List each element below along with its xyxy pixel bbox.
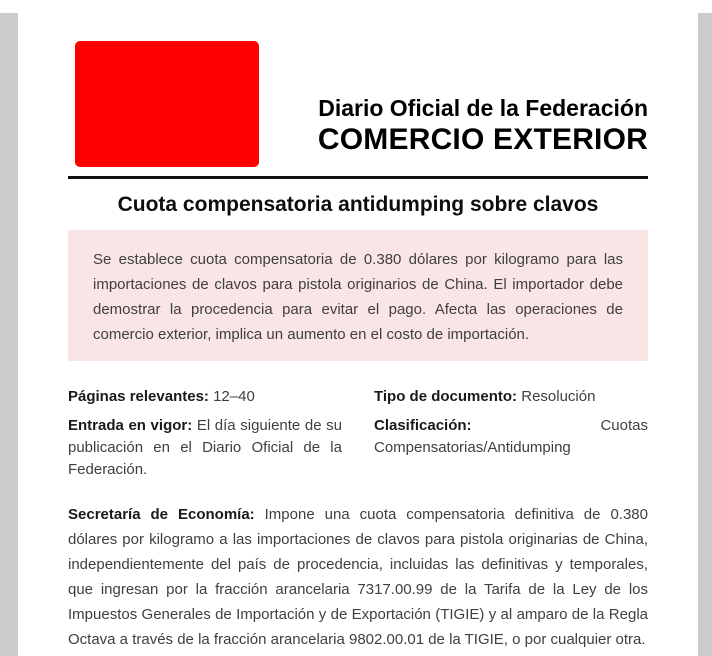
metadata-classification: [374, 415, 648, 459]
summary-box: [68, 230, 648, 361]
body-text: Impone una cuota compensatoria definitiva de 0.380 dólares por kilogramo a las importaciones de clavos para pistola originarias de China, independientemente del país de procedencia, incluidas las definitivas y temporales, que ingresan por la fracción arancelaria 7317.00.99 de la Tarifa de la Ley de los Impuestos Generales de Importación y de Exportación (TIGIE) y al amparo de la Regla Octava a través de la fracción arancelaria 9802.00.01 de la TIGIE, o por cualquier otra.: [68, 506, 648, 648]
metadata-label: Clasificación:: [374, 417, 472, 434]
document-header: [68, 41, 648, 167]
publication-name: Diario Oficial de la Federación: [318, 94, 648, 121]
desktop-background: [0, 13, 712, 656]
issuing-authority-label: Secretaría de Economía:: [68, 506, 255, 523]
metadata-document-type: [374, 386, 648, 408]
metadata-grid: [68, 386, 648, 481]
summary-text: Se establece cuota compensatoria de 0.380 dólares por kilogramo para las importaciones de clavos para pistola originarios de China. El importador debe demostrar la procedencia para evitar el pago. Afecta las operaciones de comercio exterior, implica un aumento en el costo de importación.: [93, 251, 623, 343]
metadata-label: Páginas relevantes:: [68, 388, 209, 405]
header-titles: [318, 95, 648, 167]
metadata-label: Tipo de documento:: [374, 388, 518, 405]
metadata-value: 12–40: [213, 388, 255, 405]
metadata-value: Cuotas Compensatorias/Antidumping: [374, 417, 648, 456]
header-divider: [68, 176, 648, 179]
metadata-label: Entrada en vigor:: [68, 417, 193, 434]
metadata-value: El día siguiente de su publicación en el Diario Oficial de la Federación.: [68, 417, 343, 478]
metadata-relevant-pages: [68, 386, 342, 408]
body-paragraph: [68, 502, 648, 652]
document-title: Cuota compensatoria antidumping sobre clavos: [117, 193, 599, 216]
metadata-value: Resolución: [521, 388, 596, 405]
section-title: COMERCIO EXTERIOR: [317, 122, 648, 156]
document-page: [18, 13, 698, 656]
dof-logo: [75, 41, 259, 167]
metadata-effective-date: [68, 415, 342, 481]
